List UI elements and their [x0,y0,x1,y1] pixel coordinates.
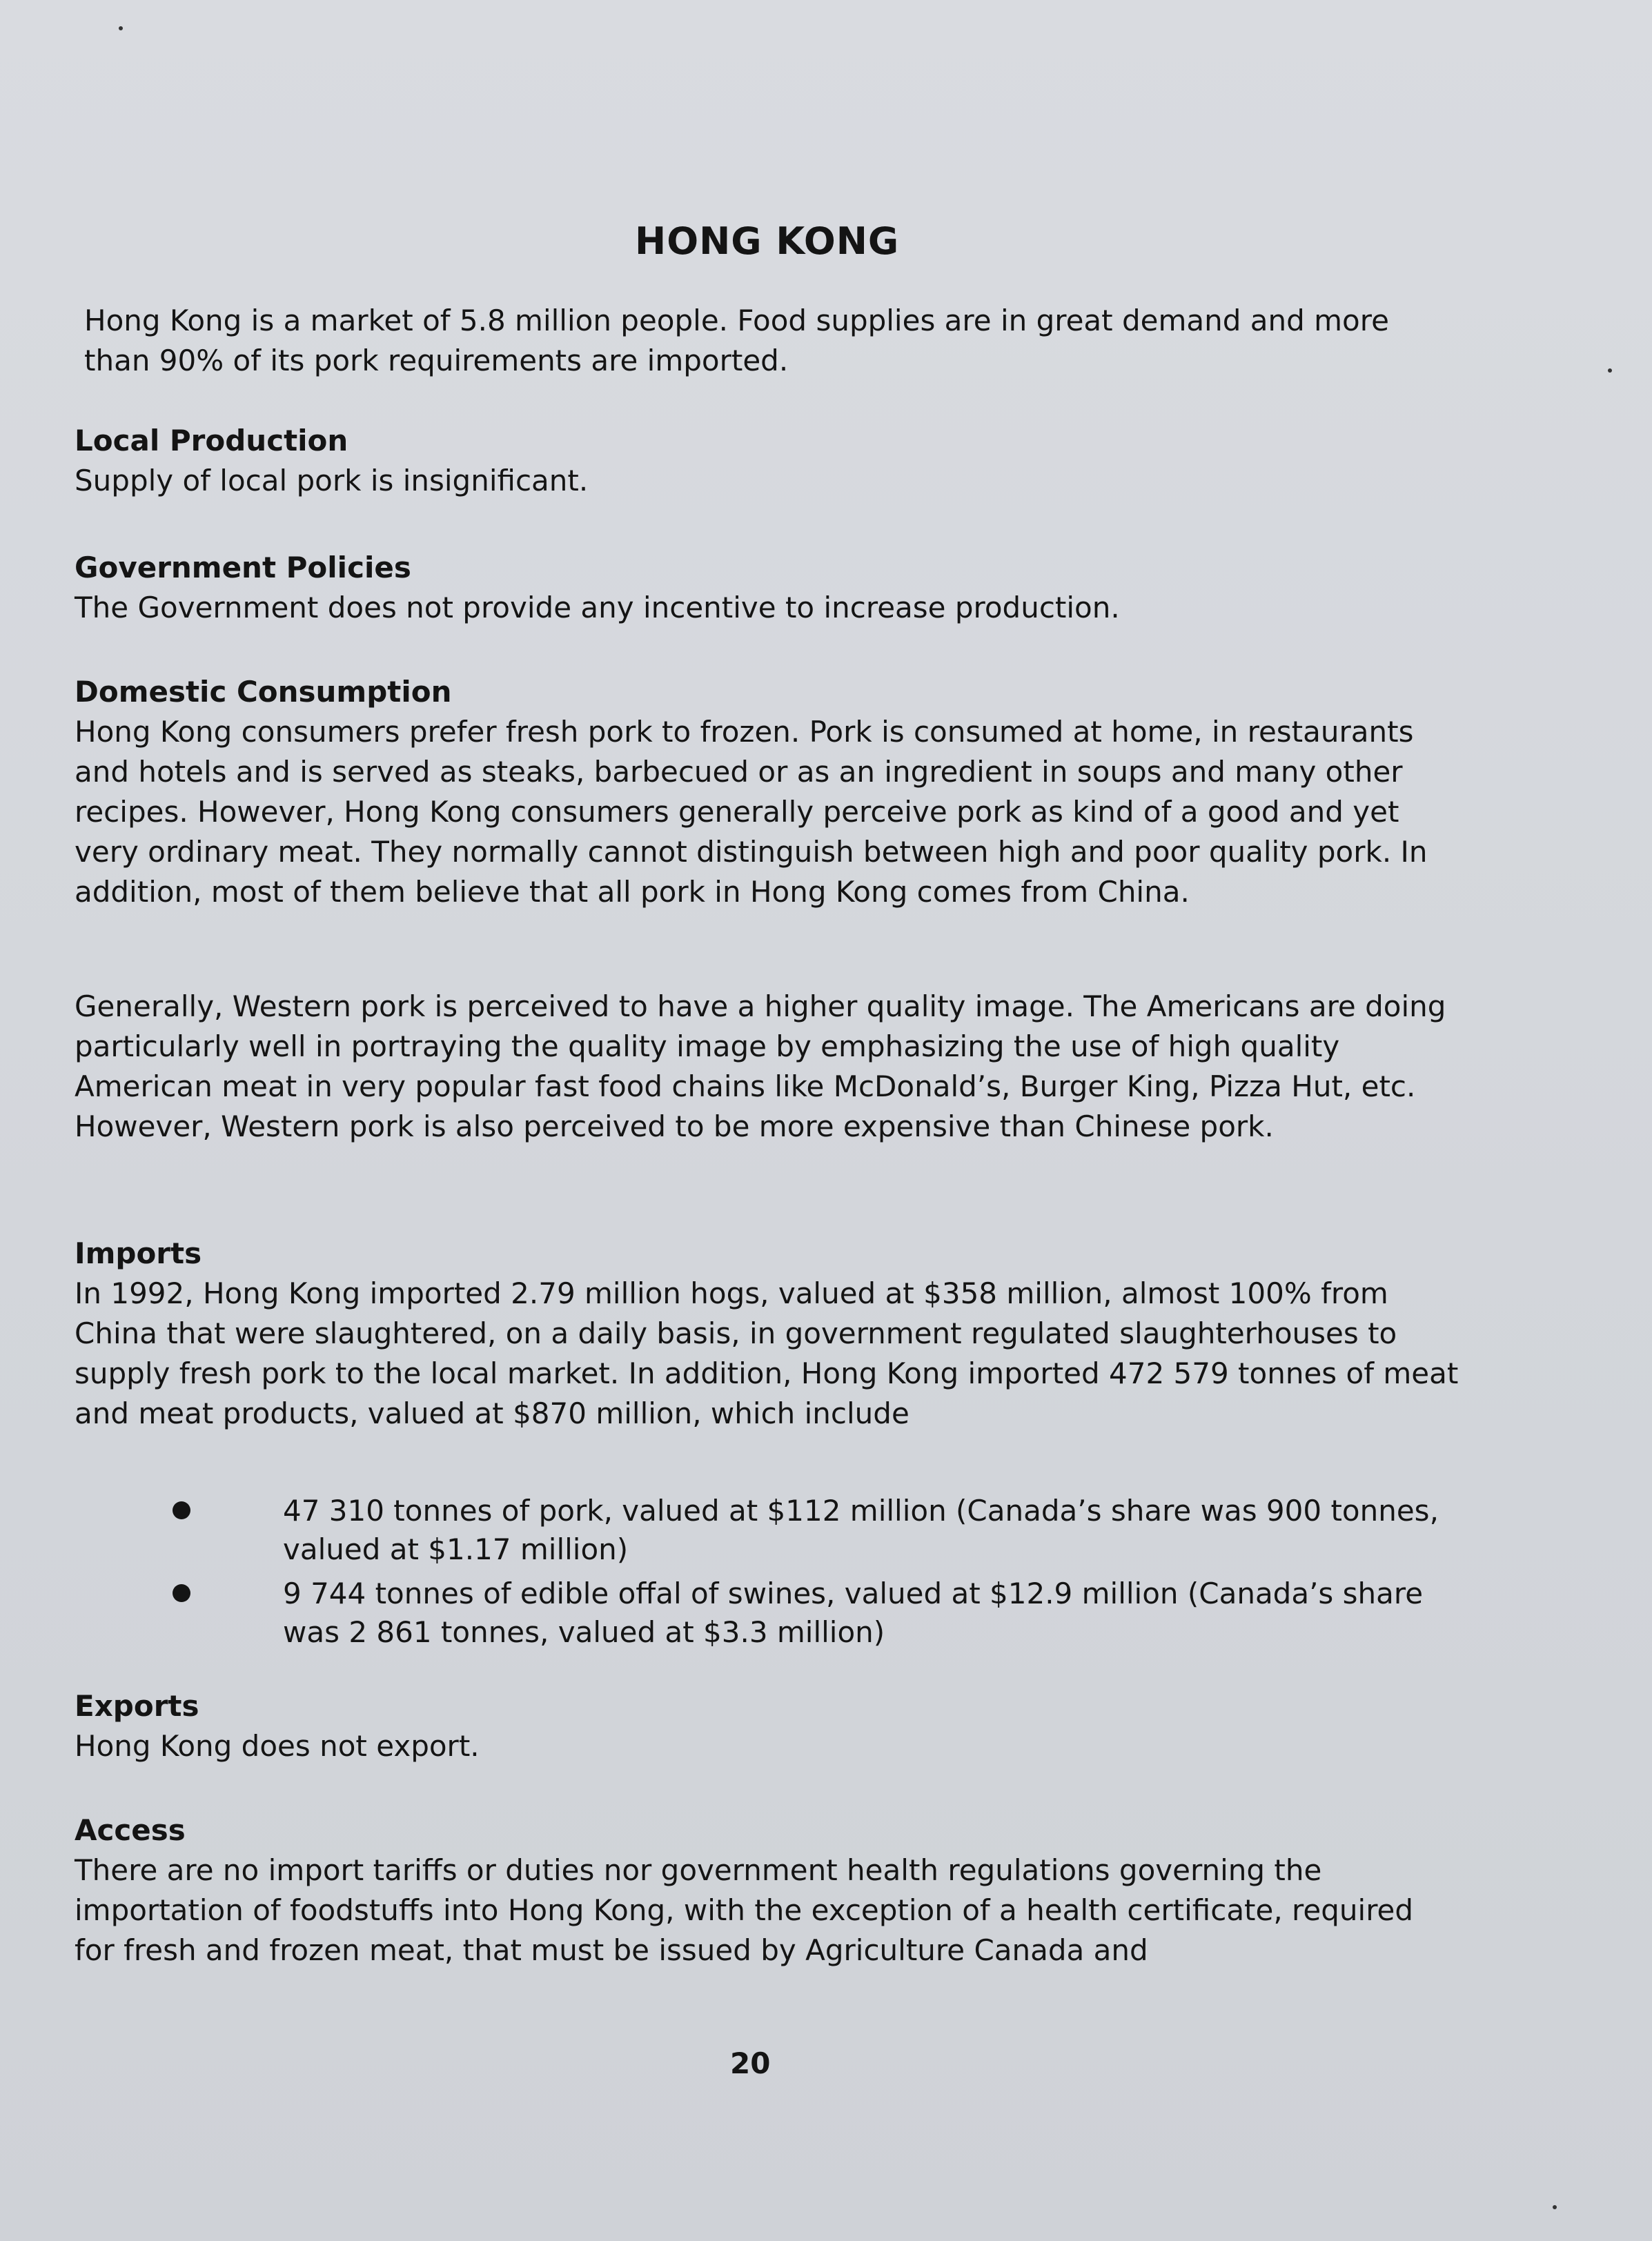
section-heading: Domestic Consumption [75,675,452,709]
list-item [173,1574,1449,1652]
intro-paragraph: Hong Kong is a market of 5.8 million people. Food supplies are in great demand and more than 90% of its pork requirements are imported. [84,304,1389,377]
section-exports [75,1686,1462,1766]
list-item-text: 9 744 tonnes of edible offal of swines, valued at $12.9 million (Canada’s share was 2 861 tonnes, valued at $3.3 million) [283,1577,1424,1649]
section-body: Supply of local pork is insignificant. [75,464,589,497]
page-number: 20 [730,2046,771,2080]
section-heading: Local Production [75,424,348,457]
section-government-policies [75,548,1462,628]
speck-mark [1608,368,1612,373]
section-imports [75,1234,1462,1434]
section-local-production [75,421,1462,501]
list-item [173,1492,1449,1569]
section-body: Hong Kong consumers prefer fresh pork to frozen. Pork is consumed at home, in restaurants and hotels and is served as steaks, barbecued or as an ingredient in soups and many other recipes. However, Hong Kong consumers generally perceive pork as kind of a good and yet very ordinary meat. They normally cannot distinguish between high and poor quality pork. In addition, most of them believe that all pork in Hong Kong comes from China. [75,715,1428,909]
section-domestic-consumption-continued [75,987,1462,1147]
list-item-text: 47 310 tonnes of pork, valued at $112 million (Canada’s share was 900 tonnes, valued at $1.17 million) [283,1494,1439,1566]
section-heading: Government Policies [75,551,411,584]
section-access [75,1810,1462,1971]
section-body: Generally, Western pork is perceived to have a higher quality image. The Americans are doing particularly well in portraying the quality image by emphasizing the use of high quality American meat in very popular fast food chains like McDonald’s, Burger King, Pizza Hut, etc. However, Western pork is also perceived to be more expensive than Chinese pork. [75,989,1446,1143]
section-body: There are no import tariffs or duties nor government health regulations governing the importation of foodstuffs into Hong Kong, with the exception of a health certificate, required for fresh and frozen meat, that must be issued by Agriculture Canada and [75,1853,1414,1967]
section-domestic-consumption [75,672,1462,912]
section-heading: Access [75,1813,186,1847]
section-heading: Imports [75,1236,202,1270]
section-heading: Exports [75,1689,199,1723]
speck-mark [119,26,123,30]
section-body: The Government does not provide any incentive to increase production. [75,591,1120,624]
bullet-icon [173,1501,190,1519]
section-body: In 1992, Hong Kong imported 2.79 million hogs, valued at $358 million, almost 100% from China that were slaughtered, on a daily basis, in government regulated slaughterhouses to supply fresh pork to the local market. In addition, Hong Kong imported 472 579 tonnes of meat and meat products, valued at $870 million, which include [75,1276,1459,1430]
imports-bullet-list [173,1492,1449,1657]
page-title: HONG KONG [635,219,900,263]
section-body: Hong Kong does not export. [75,1729,480,1763]
speck-mark [1553,2205,1557,2209]
bullet-icon [173,1584,190,1602]
